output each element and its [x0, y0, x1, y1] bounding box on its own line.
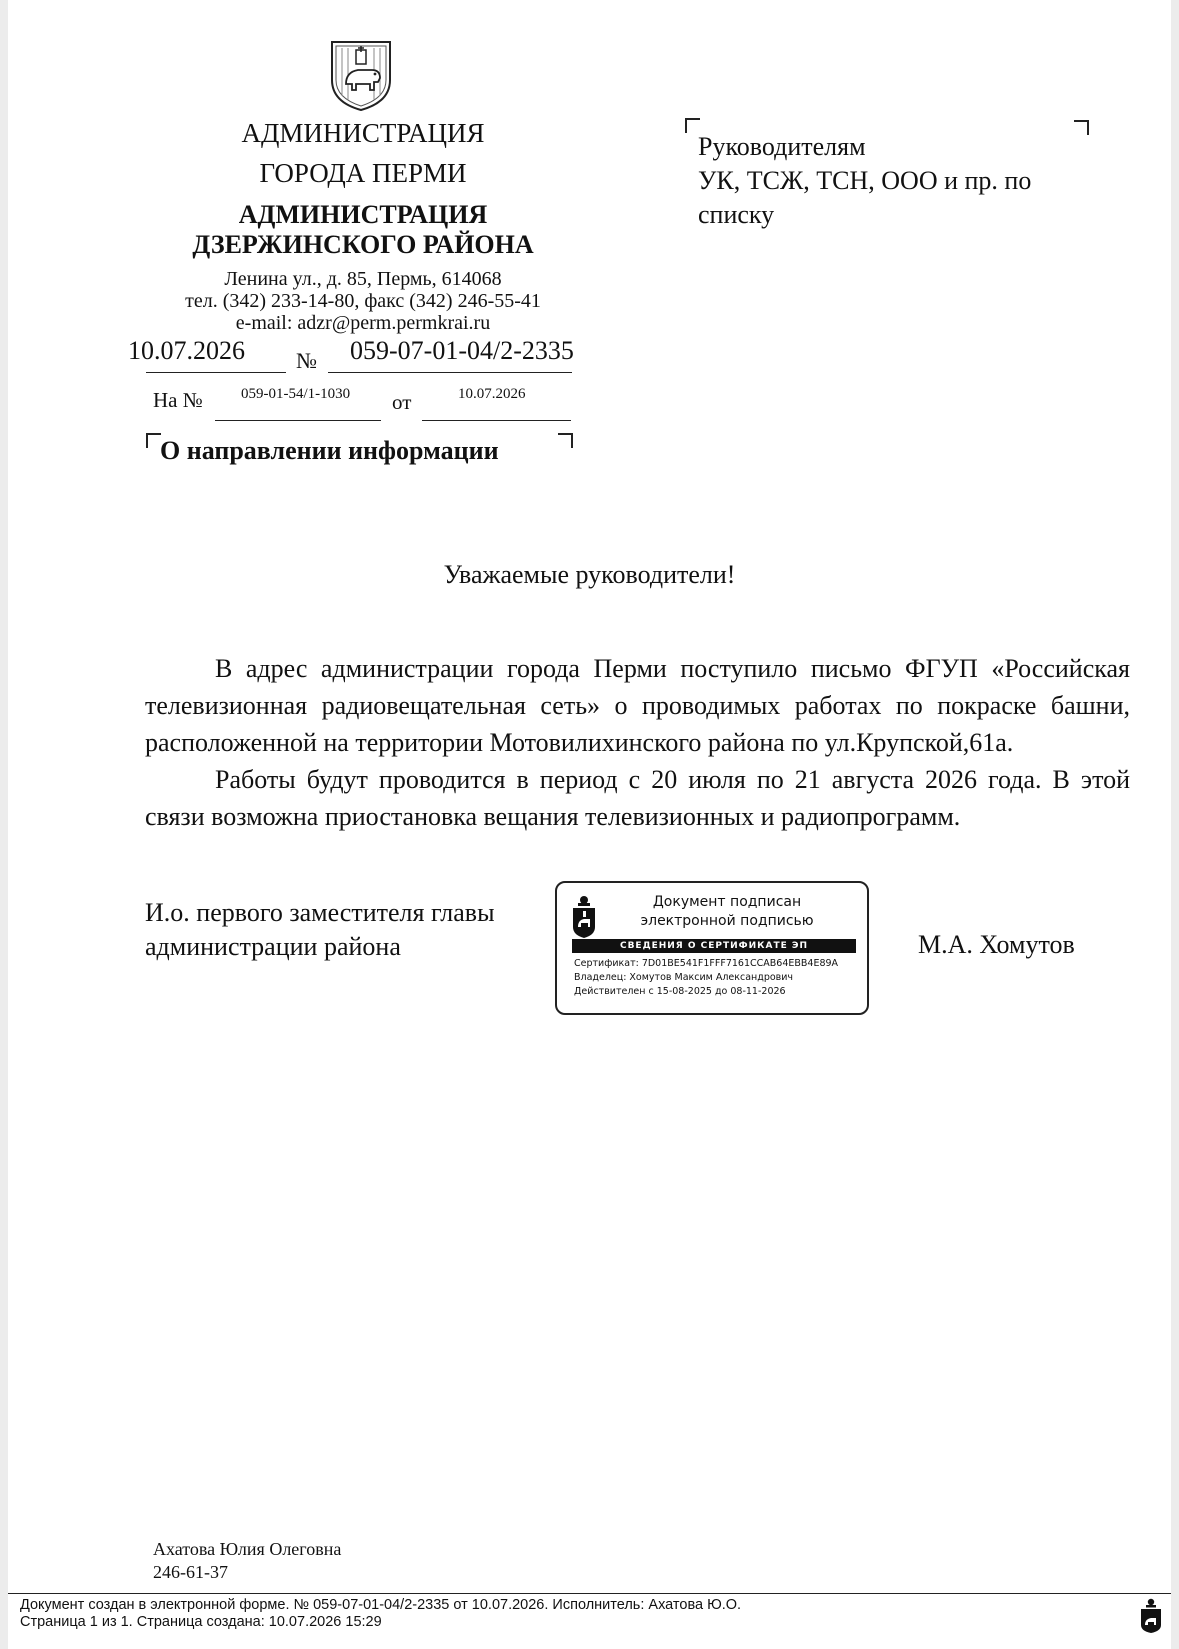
certificate-serial: Сертификат: 7D01BE541F1FFF7161CCAB64EBB4E89A: [574, 958, 839, 969]
signer-position-line1: И.о. первого заместителя главы: [145, 898, 495, 927]
org-name-line1: АДМИНИСТРАЦИЯ: [241, 118, 485, 148]
perm-region-emblem-icon: [571, 895, 597, 939]
greeting: Уважаемые руководители!: [443, 560, 736, 589]
reference-from-label: от: [392, 390, 412, 414]
registration-date: 10.07.2026: [128, 336, 245, 365]
signer-position: [145, 896, 545, 964]
reference-number: 059-01-54/1-1030: [241, 386, 351, 402]
contact-block: [148, 268, 578, 334]
subject-corner-right: [558, 433, 573, 448]
subject-line: О направлении информации: [160, 436, 499, 465]
stamp-title-line1: Документ подписан: [652, 894, 802, 910]
performer-phone: 246-61-37: [153, 1562, 228, 1582]
body-paragraph-2: Работы будут проводится в период с 20 июля по 21 августа 2026 года. В этой связи возможна приостановка вещания телевизионных и радиопрограмм.: [145, 765, 1130, 831]
letter-body: [145, 650, 1130, 835]
signer-position-line2: администрации района: [145, 932, 401, 961]
certificate-owner: Владелец: Хомутов Максим Александрович: [574, 972, 794, 983]
signer-name: М.А. Хомутов: [918, 930, 1075, 959]
body-paragraph-1: В адрес администрации города Перми поступило письмо ФГУП «Российская телевизионная радиовещательная сеть» о проводимых работах по покраске башни, расположенной на территории Мотовилихинского района по ул.Крупской,61а.: [145, 654, 1130, 757]
number-sign: №: [296, 348, 317, 373]
footer-text: [20, 1597, 741, 1631]
stamp-title: [607, 893, 847, 931]
number-underline: [328, 372, 572, 373]
date-underline: [146, 372, 286, 373]
footer-divider: [8, 1593, 1171, 1594]
postal-address: Ленина ул., д. 85, Пермь, 614068: [224, 268, 502, 290]
addressee-line3: списку: [698, 200, 775, 229]
perm-coat-of-arms-icon: [328, 36, 394, 112]
reference-date-underline: [422, 420, 571, 421]
addressee-line2: УК, ТСЖ, ТСН, ООО и пр. по: [698, 166, 1032, 195]
org-name-line2: ГОРОДА ПЕРМИ: [259, 158, 467, 188]
email-address: e-mail: adzr@perm.permkrai.ru: [235, 312, 491, 334]
addressee-line1: Руководителям: [698, 132, 866, 161]
e-signature-stamp: [555, 881, 869, 1015]
addressee-block: [698, 130, 1098, 232]
stamp-title-line2: электронной подписью: [640, 913, 814, 929]
footer-line1: Документ создан в электронной форме. № 059-07-01-04/2-2335 от 10.07.2026. Исполнитель: Ахатова Ю.О.: [20, 1597, 742, 1613]
performer-block: [153, 1538, 341, 1584]
department-name-line1: АДМИНИСТРАЦИЯ: [238, 200, 488, 229]
footer-line2: Страница 1 из 1. Страница создана: 10.07.2026 15:29: [20, 1614, 382, 1630]
subject-corner-left: [146, 433, 161, 448]
department-name-line2: ДЗЕРЖИНСКОГО РАЙОНА: [192, 230, 534, 259]
document-page: [8, 0, 1171, 1649]
reference-label: На №: [153, 388, 203, 412]
phone-fax: тел. (342) 233-14-80, факс (342) 246-55-41: [185, 290, 541, 312]
performer-name: Ахатова Юлия Олеговна: [153, 1539, 342, 1559]
department-name: [158, 200, 568, 260]
certificate-info-bar: СВЕДЕНИЯ О СЕРТИФИКАТЕ ЭП: [572, 939, 856, 953]
reference-date: 10.07.2026: [458, 386, 526, 402]
registration-number: 059-07-01-04/2-2335: [350, 336, 574, 365]
perm-emblem-icon: [1140, 1598, 1162, 1634]
reference-number-underline: [215, 420, 381, 421]
certificate-validity: Действителен с 15-08-2025 до 08-11-2026: [574, 986, 786, 997]
